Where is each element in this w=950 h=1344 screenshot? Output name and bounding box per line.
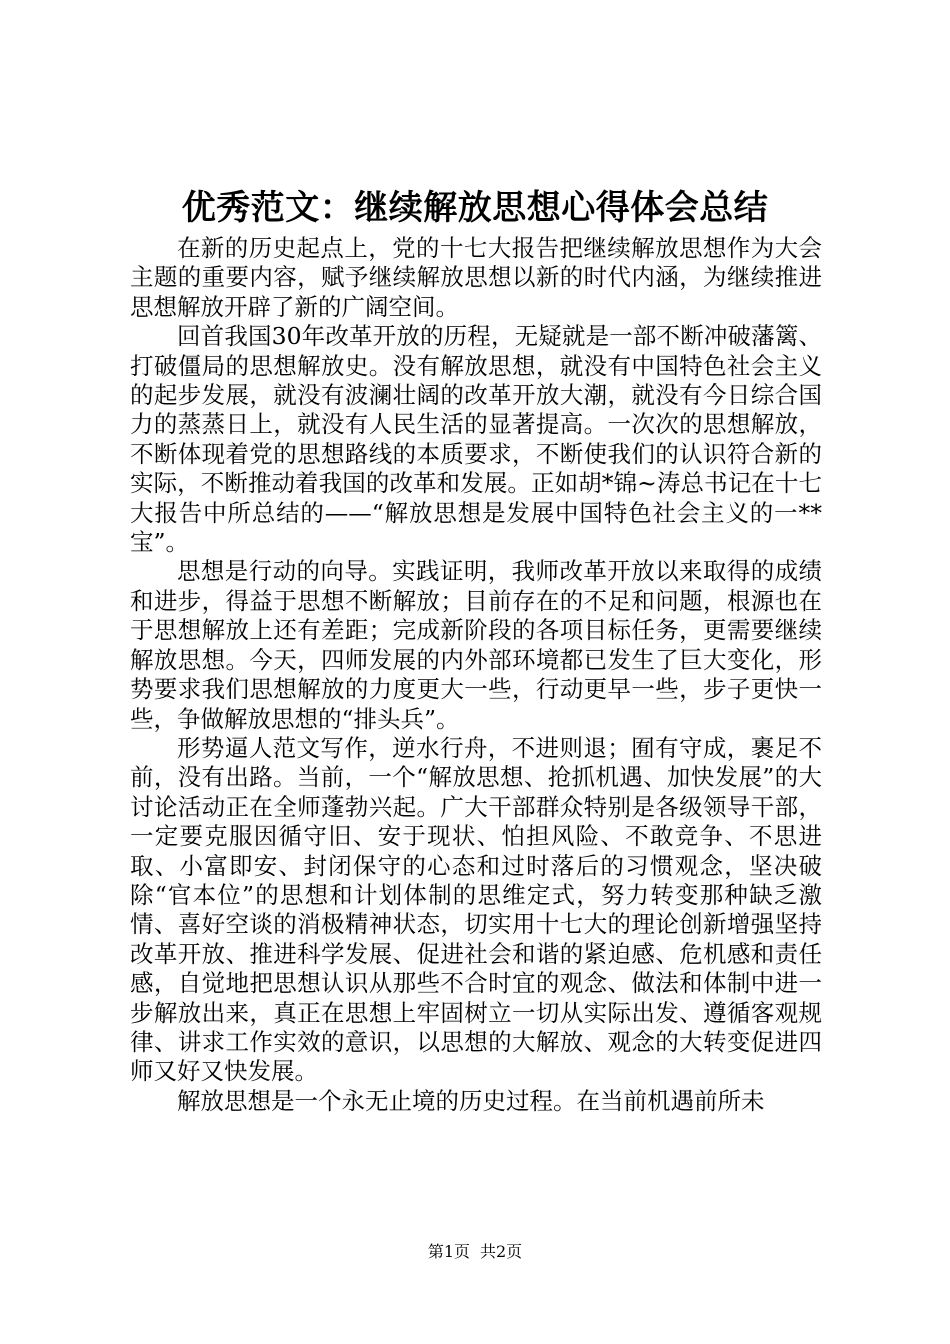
- paragraph-2: 回首我国30年改革开放的历程，无疑就是一部不断冲破藩篱、打破僵局的思想解放史。没有解放思想，就没有中国特色社会主义的起步发展，就没有波澜壮阔的改革开放大潮，就没有今日综合国力的蒸蒸日上，就没有人民生活的显著提高。一次次的思想解放，不断体现着党的思想路线的本质要求，不断使我们的认识符合新的实际，不断推动着我国的改革和发展。正如胡*锦~涛总书记在十七大报告中所总结的——“解放思想是发展中国特色社会主义的一**宝”。: [130, 322, 822, 557]
- paragraph-3: 思想是行动的向导。实践证明，我师改革开放以来取得的成绩和进步，得益于思想不断解放；目前存在的不足和问题，根源也在于思想解放上还有差距；完成新阶段的各项目标任务，更需要继续解放思想。今天，四师发展的内外部环境都已发生了巨大变化，形势要求我们思想解放的力度更大一些，行动更早一些，步子更快一些，争做解放思想的“排头兵”。: [130, 557, 822, 733]
- paragraph-4: 形势逼人范文写作，逆水行舟，不进则退；囿有守成，裹足不前，没有出路。当前，一个“解放思想、抢抓机遇、加快发展”的大讨论活动正在全师蓬勃兴起。广大干部群众特别是各级领导干部，一定要克服因循守旧、安于现状、怕担风险、不敢竞争、不思进取、小富即安、封闭保守的心态和过时落后的习惯观念，坚决破除“官本位”的思想和计划体制的思维定式，努力转变那种缺乏激情、喜好空谈的消极精神状态，切实用十七大的理论创新增强坚持改革开放、推进科学发展、促进社会和谐的紧迫感、危机感和责任感，自觉地把思想认识从那些不合时宜的观念、做法和体制中进一步解放出来，真正在思想上牢固树立一切从实际出发、遵循客观规律、讲求工作实效的意识，以思想的大解放、观念的大转变促进四师又好又快发展。: [130, 733, 822, 1086]
- paragraph-1: 在新的历史起点上，党的十七大报告把继续解放思想作为大会主题的重要内容，赋予继续解放思想以新的时代内涵，为继续推进思想解放开辟了新的广阔空间。: [130, 234, 822, 321]
- page-number: 第1页: [427, 1242, 470, 1261]
- page-footer: [0, 1240, 950, 1264]
- paragraph-5: 解放思想是一个永无止境的历史过程。在当前机遇前所未: [177, 1086, 765, 1115]
- page-total: 共2页: [480, 1242, 523, 1261]
- document-title: 优秀范文：继续解放思想心得体会总结: [181, 188, 769, 228]
- document-body: [130, 234, 822, 1116]
